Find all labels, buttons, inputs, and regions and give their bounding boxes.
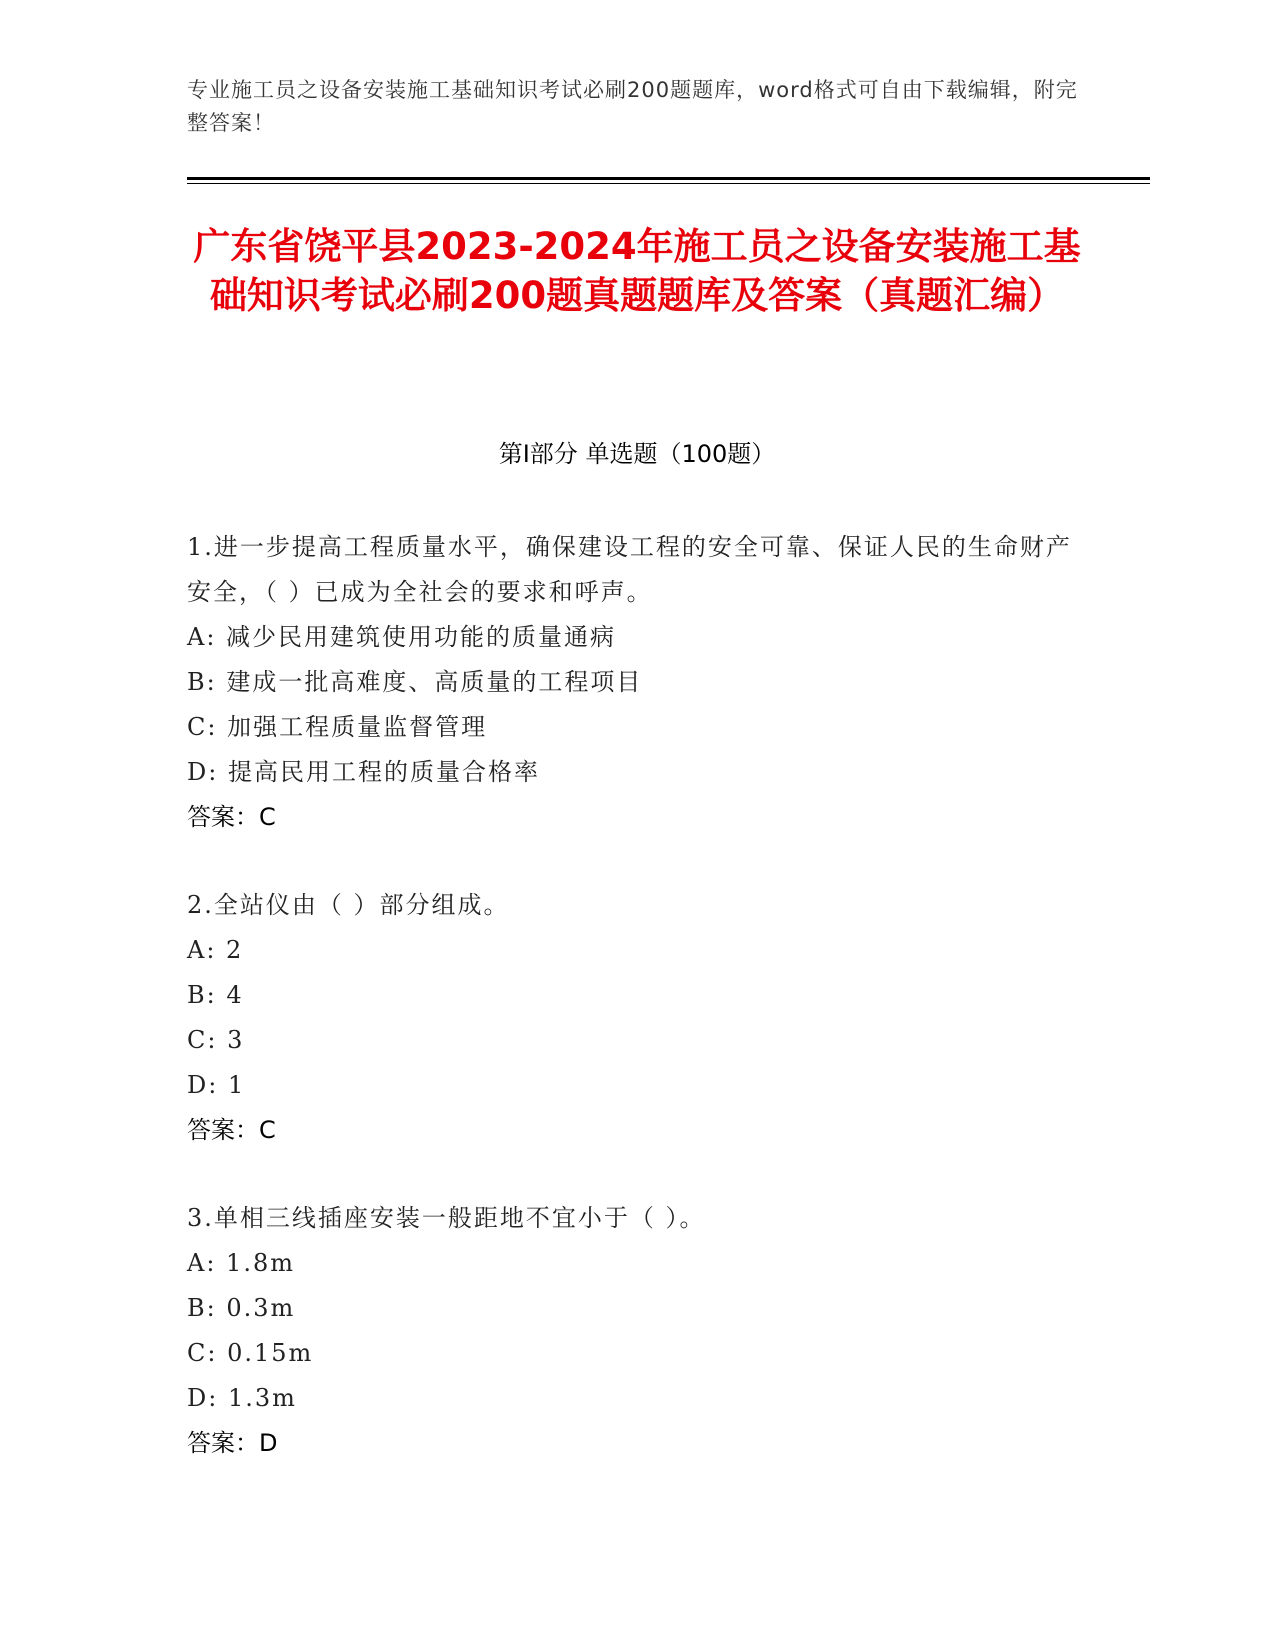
document-title: 广东省饶平县2023-2024年施工员之设备安装施工基础知识考试必刷200题真题题库及答案（真题汇编） (193, 225, 1081, 317)
answer: 答案：D (187, 1429, 278, 1457)
option-d: D: 提高民用工程的质量合格率 (187, 758, 540, 786)
option-a: A: 1.8m (187, 1249, 295, 1277)
answer: 答案：C (187, 1116, 276, 1144)
question-text: 1.进一步提高工程质量水平，确保建设工程的安全可靠、保证人民的生命财产安全，（ ）已成为全社会的要求和呼声。 (187, 533, 1072, 606)
option-d: D: 1 (187, 1071, 246, 1099)
header-note: 专业施工员之设备安装施工基础知识考试必刷200题题库，word格式可自由下载编辑，附完整答案！ (187, 78, 1078, 135)
option-a: A: 减少民用建筑使用功能的质量通病 (187, 623, 617, 651)
header-divider-thin (187, 183, 1150, 184)
option-c: C: 3 (187, 1026, 245, 1054)
question-text: 3.单相三线插座安装一般距地不宜小于（ ）。 (187, 1204, 706, 1232)
option-c: C: 加强工程质量监督管理 (187, 713, 488, 741)
answer: 答案：C (187, 803, 276, 831)
question-text: 2.全站仪由（ ）部分组成。 (187, 891, 510, 919)
option-b: B: 4 (187, 981, 244, 1009)
question-item (187, 883, 1087, 1153)
option-c: C: 0.15m (187, 1339, 314, 1367)
option-a: A: 2 (187, 936, 244, 964)
option-b: B: 0.3m (187, 1294, 296, 1322)
question-list (187, 525, 1087, 1509)
option-b: B: 建成一批高难度、高质量的工程项目 (187, 668, 643, 696)
question-item (187, 1196, 1087, 1466)
header-divider-thick (187, 177, 1150, 180)
question-item (187, 525, 1087, 840)
option-d: D: 1.3m (187, 1384, 297, 1412)
section-title: 第Ⅰ部分 单选题（100题） (498, 440, 776, 468)
